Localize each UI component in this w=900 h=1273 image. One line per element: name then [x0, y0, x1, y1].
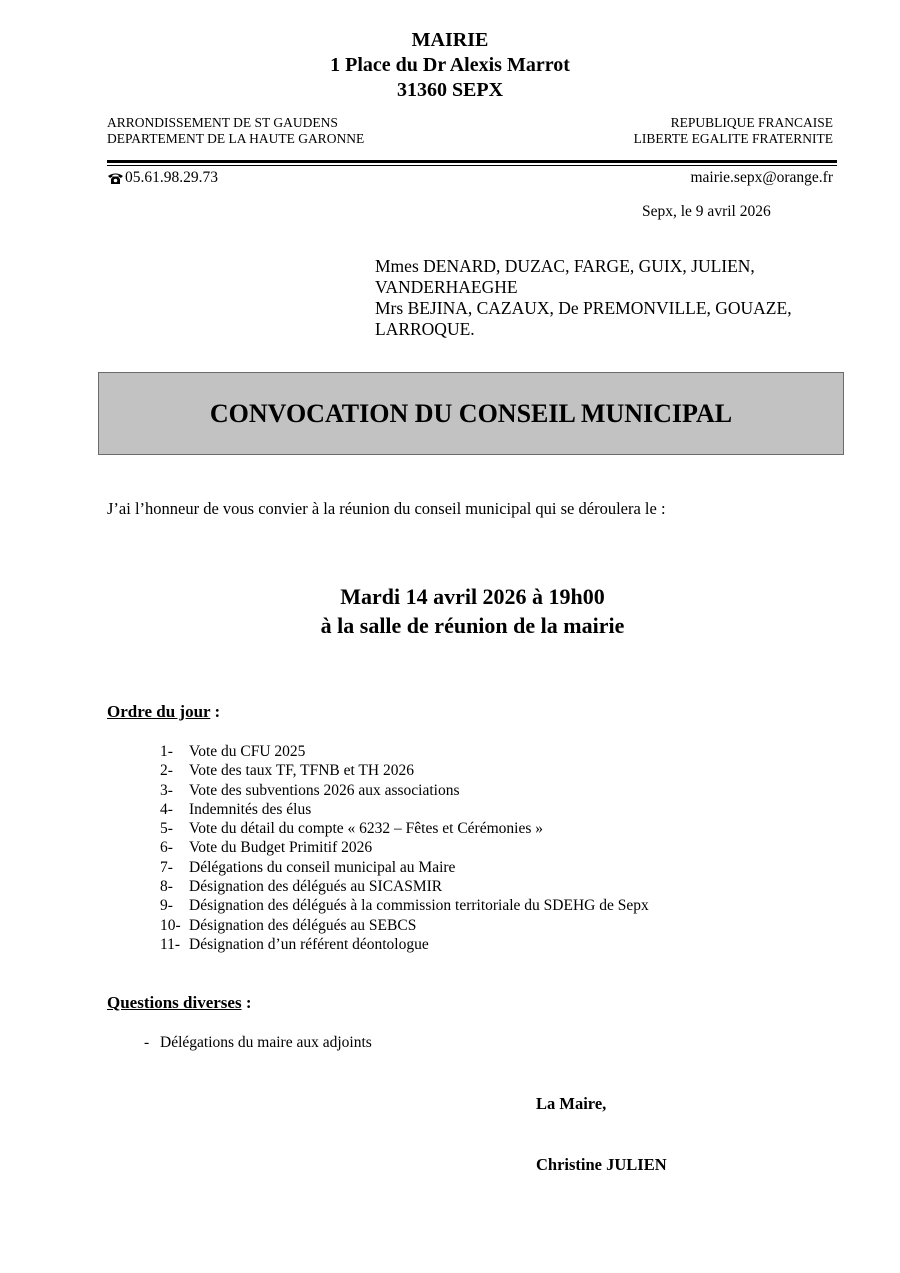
agenda-item [160, 838, 649, 857]
agenda-item [160, 742, 649, 761]
agenda-item-number: 4- [160, 800, 173, 818]
phone-line [107, 168, 218, 187]
agenda-item [160, 761, 649, 780]
email-address: mairie.sepx@orange.fr [690, 169, 833, 186]
agenda-item-number: 8- [160, 878, 173, 896]
agenda-item-text: Délégations du conseil municipal au Maire [189, 858, 456, 876]
recipients-line: Mmes DENARD, DUZAC, FARGE, GUIX, JULIEN, [375, 256, 755, 276]
questions-heading-label: Questions diverses [107, 993, 242, 1012]
agenda-item-number: 2- [160, 762, 173, 780]
header-rule-thick [107, 160, 837, 163]
telephone-icon [107, 171, 124, 185]
phone-number: 05.61.98.29.73 [125, 169, 218, 186]
date-line: Sepx, le 9 avril 2026 [642, 203, 771, 220]
agenda-item-text: Vote du Budget Primitif 2026 [189, 839, 373, 857]
agenda-item [160, 877, 649, 896]
agenda-item [160, 858, 649, 877]
agenda-item [160, 935, 649, 954]
meeting-location: à la salle de réunion de la mairie [320, 613, 625, 638]
agenda-item-text: Vote des taux TF, TFNB et TH 2026 [189, 762, 414, 780]
agenda-heading-label: Ordre du jour [107, 702, 211, 721]
republique-label: REPUBLIQUE FRANCAISE [670, 115, 833, 130]
agenda-item-number: 6- [160, 839, 173, 857]
questions-heading [107, 993, 252, 1013]
intro-text: J’ai l’honneur de vous convier à la réunion du conseil municipal qui se déroulera le : [107, 499, 666, 518]
agenda-item-text: Désignation des délégués au SEBCS [189, 916, 417, 934]
agenda-item-number: 3- [160, 781, 173, 799]
agenda-item-text: Indemnités des élus [189, 800, 312, 818]
agenda-item-text: Désignation des délégués à la commission territoriale du SDEHG de Sepx [189, 897, 649, 915]
agenda-heading [107, 702, 220, 722]
mairie-postcode: 31360 SEPX [396, 79, 504, 101]
recipients-line: LARROQUE. [375, 319, 475, 339]
meeting-date: Mardi 14 avril 2026 à 19h00 [340, 584, 605, 609]
agenda-item-number: 11- [160, 935, 181, 953]
header-rule-thin [107, 165, 837, 166]
agenda-item-text: Vote du CFU 2025 [189, 743, 306, 760]
agenda-item [160, 896, 649, 915]
questions-item-text: Délégations du maire aux adjoints [160, 1034, 372, 1051]
agenda-item-text: Vote des subventions 2026 aux associations [189, 781, 460, 799]
agenda-item-number: 9- [160, 897, 173, 915]
signature-name: Christine JULIEN [536, 1155, 667, 1174]
mairie-title: MAIRIE [411, 29, 489, 51]
agenda-item-number: 10- [160, 916, 181, 934]
recipients-block [375, 256, 792, 340]
agenda-item [160, 781, 649, 800]
agenda-item-number: 1- [160, 743, 173, 760]
arrondissement-label: ARRONDISSEMENT DE ST GAUDENS [107, 115, 338, 130]
bullet-dash: - [144, 1034, 150, 1051]
agenda-heading-colon: : [210, 702, 221, 721]
title-banner [98, 372, 844, 455]
agenda-item [160, 800, 649, 819]
departement-label: DEPARTEMENT DE LA HAUTE GARONNE [107, 131, 365, 146]
agenda-item-number: 5- [160, 820, 173, 838]
mairie-address: 1 Place du Dr Alexis Marrot [330, 54, 570, 76]
questions-heading-colon: : [241, 993, 252, 1012]
agenda-item [160, 819, 649, 838]
recipients-line: VANDERHAEGHE [375, 277, 518, 297]
agenda-item-text: Vote du détail du compte « 6232 – Fêtes et Cérémonies » [189, 820, 543, 838]
page-title: CONVOCATION DU CONSEIL MUNICIPAL [209, 398, 733, 428]
recipients-line: Mrs BEJINA, CAZAUX, De PREMONVILLE, GOUAZE, [375, 298, 792, 318]
agenda-item-number: 7- [160, 858, 173, 876]
agenda-item-text: Désignation des délégués au SICASMIR [189, 878, 443, 896]
signature-role: La Maire, [536, 1094, 607, 1113]
agenda-list [160, 742, 649, 954]
questions-item [144, 1033, 372, 1052]
devise-label: LIBERTE EGALITE FRATERNITE [633, 131, 833, 146]
agenda-item-text: Désignation d’un référent déontologue [189, 935, 429, 953]
agenda-item [160, 916, 649, 935]
